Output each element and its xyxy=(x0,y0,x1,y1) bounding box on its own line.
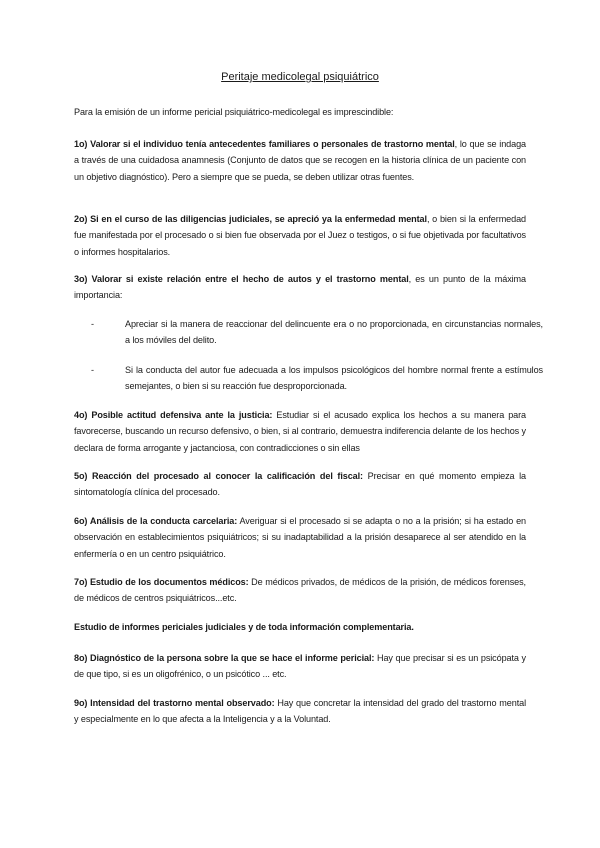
section-4-text: Estudiar si el acusado explica los hechos a su manera para favorecerse, buscando un recurso defensivo, o bien, si al contrario, demuestra indiferencia delante de los hechos y declara de forma arrogante y jactanciosa, con contradicciones o sin ellas xyxy=(74,410,526,453)
bullet-text: Apreciar si la manera de reaccionar del delincuente era o no proporcionada, en circunstancias normales, a los móviles del delito. xyxy=(125,319,543,346)
section-7-text: De médicos privados, de médicos de la prisión, de médicos forenses, de médicos de centros psiquiátricos...etc. xyxy=(74,577,526,604)
section-9 xyxy=(74,695,526,728)
section-5-heading: 5o) Reacción del procesado al conocer la calificación del fiscal: xyxy=(74,471,363,481)
section-7-heading: 7o) Estudio de los documentos médicos: xyxy=(74,577,249,587)
section-5 xyxy=(74,468,526,501)
bullet-marker: - xyxy=(91,365,94,375)
section-3-text: , es un punto de la máxima importancia: xyxy=(74,274,526,301)
section-6 xyxy=(74,513,526,562)
bullet-text: Si la conducta del autor fue adecuada a los impulsos psicológicos del hombre normal frente a estímulos semejantes, o bien si su reacción fue desproporcionada. xyxy=(125,365,543,392)
bullet-marker: - xyxy=(91,319,94,329)
intro-paragraph: Para la emisión de un informe pericial psiquiátrico-medicolegal es imprescindible: xyxy=(74,107,394,117)
section-7 xyxy=(74,574,526,607)
section-6-text: Averiguar si el procesado si se adapta o no a la prisión; si ha estado en observación en establecimientos psiquiátricos; si su inadaptabilidad a la prisión desaparece al ser atendido en la enfermería o en un centro psiquiátrico. xyxy=(74,516,526,559)
section-9-text: Hay que concretar la intensidad del grado del trastorno mental y especialmente en lo que afecta a la Inteligencia y a la Voluntad. xyxy=(74,698,526,725)
section-complementary xyxy=(74,619,526,635)
section-9-heading: 9o) Intensidad del trastorno mental observado: xyxy=(74,698,275,708)
section-2-text: , o bien si la enfermedad fue manifestada por el procesado o si bien fue observada por el Juez o testigos, o si fue objetivada por facultativos o informes hospitalarios. xyxy=(74,214,526,257)
section-8 xyxy=(74,650,526,683)
section-2 xyxy=(74,211,526,260)
section-1-heading: 1o) Valorar si el individuo tenía antecedentes familiares o personales de trastorno mental xyxy=(74,139,455,149)
section-1 xyxy=(74,136,526,185)
section-3 xyxy=(74,271,526,304)
section-1-text: , lo que se indaga a través de una cuidadosa anamnesis (Conjunto de datos que se recogen en la historia clínica de un paciente con un objetivo diagnóstico). Pero a siempre que se pueda, se deben utilizar otras fuentes. xyxy=(74,139,526,182)
section-4-heading: 4o) Posible actitud defensiva ante la justicia: xyxy=(74,410,273,420)
page-title: Peritaje medicolegal psiquiátrico xyxy=(221,71,379,83)
section-complementary-heading: Estudio de informes periciales judiciales y de toda información complementaria. xyxy=(74,622,414,632)
section-5-text: Precisar en qué momento empieza la sintomatología clínica del procesado. xyxy=(74,471,527,498)
section-3-heading: 3o) Valorar si existe relación entre el hecho de autos y el trastorno mental xyxy=(74,274,409,284)
section-2-heading: 2o) Si en el curso de las diligencias judiciales, se apreció ya la enfermedad mental xyxy=(74,214,427,224)
section-8-text: Hay que precisar si es un psicópata y de que tipo, si es un oligofrénico, o un psicótico ... etc. xyxy=(74,653,526,680)
section-6-heading: 6o) Análisis de la conducta carcelaria: xyxy=(74,516,238,526)
section-4 xyxy=(74,407,526,456)
section-8-heading: 8o) Diagnóstico de la persona sobre la que se hace el informe pericial: xyxy=(74,653,375,663)
